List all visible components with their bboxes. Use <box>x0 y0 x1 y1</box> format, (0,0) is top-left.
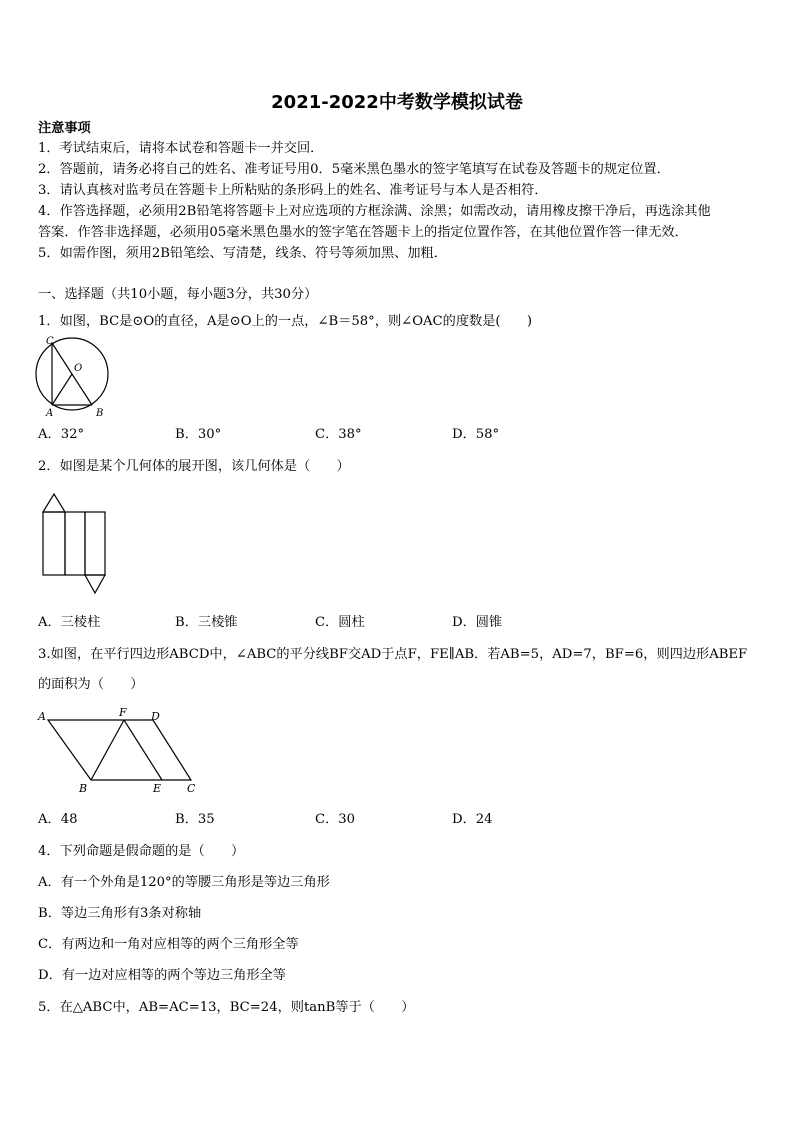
q3-parallelogram-figure <box>36 704 204 796</box>
line-fe <box>124 720 162 780</box>
q2-stem: 2．如图是某个几何体的展开图，该几何体是（ ） <box>38 459 350 474</box>
label-a: A <box>38 710 46 723</box>
q3-stem-line2: 的面积为（ ） <box>38 677 144 692</box>
label-c: C <box>46 336 54 347</box>
q2-net-figure <box>38 490 110 596</box>
label-o: O <box>74 363 83 374</box>
page-title: 2021-2022中考数学模拟试卷 <box>271 92 523 113</box>
q3-stem-line1: 3.如图，在平行四边形ABCD中，∠ABC的平分线BF交AD于点F，FE∥AB．若AB=5，AD=7，BF=6，则四边形ABEF <box>38 647 748 662</box>
line-bf <box>91 720 124 780</box>
label-e: E <box>153 782 162 795</box>
line-ao <box>52 374 72 405</box>
q1-circle-figure <box>34 334 120 420</box>
label-d: D <box>151 710 160 723</box>
net-bottom-triangle <box>85 575 105 593</box>
net-face-3 <box>85 512 105 575</box>
notice-item: 4．作答选择题，必须用2B铅笔将答题卡上对应选项的方框涂满、涂黑；如需改动，请用橡皮擦干净后，再选涂其他 <box>38 204 711 219</box>
q5-stem: 5．在△ABC中，AB=AC=13，BC=24，则tanB等于（ ） <box>38 1000 415 1015</box>
q2-option-b: B．三棱锥 <box>175 615 238 630</box>
q4-option-c: C．有两边和一角对应相等的两个三角形全等 <box>38 937 299 952</box>
q2-option-a: A．三棱柱 <box>38 615 101 630</box>
net-top-triangle <box>43 494 65 512</box>
label-a: A <box>46 408 54 419</box>
q1-option-c: C．38° <box>315 427 362 442</box>
label-f: F <box>119 706 127 719</box>
label-c: C <box>187 782 196 795</box>
section-heading: 一、选择题（共10小题，每小题3分，共30分） <box>38 287 318 302</box>
q3-option-a: A．48 <box>38 812 78 827</box>
q2-option-c: C．圆柱 <box>315 615 365 630</box>
q4-option-d: D．有一边对应相等的两个等边三角形全等 <box>38 968 286 983</box>
notice-heading: 注意事项 <box>38 121 91 136</box>
q3-option-b: B．35 <box>175 812 215 827</box>
net-face-1 <box>43 512 65 575</box>
label-b: B <box>96 408 104 419</box>
q3-option-d: D．24 <box>452 812 493 827</box>
q1-stem: 1．如图，BC是⊙O的直径，A是⊙O上的一点，∠B＝58°，则∠OAC的度数是( ) <box>38 314 533 329</box>
notice-item: 5．如需作图，须用2B铅笔绘、写清楚，线条、符号等须加黑、加粗． <box>38 246 447 261</box>
notice-item: 3．请认真核对监考员在答题卡上所粘贴的条形码上的姓名、准考证号与本人是否相符． <box>38 183 548 198</box>
q4-option-a: A．有一个外角是120°的等腰三角形是等边三角形 <box>38 875 330 890</box>
notice-item: 答案．作答非选择题，必须用05毫米黑色墨水的签字笔在答题卡上的指定位置作答，在其他位置作答一律无效． <box>38 225 688 240</box>
q2-option-d: D．圆锥 <box>452 615 503 630</box>
label-b: B <box>79 782 88 795</box>
q1-option-d: D．58° <box>452 427 500 442</box>
q3-option-c: C．30 <box>315 812 356 827</box>
q1-option-b: B．30° <box>175 427 222 442</box>
q4-option-b: B．等边三角形有3条对称轴 <box>38 906 202 921</box>
notice-item: 1．考试结束后，请将本试卷和答题卡一并交回． <box>38 141 324 156</box>
q1-option-a: A．32° <box>38 427 85 442</box>
notice-item: 2．答题前，请务必将自己的姓名、准考证号用0．5毫米黑色墨水的签字笔填写在试卷及答题卡的规定位置． <box>38 162 670 177</box>
net-face-2 <box>65 512 85 575</box>
q4-stem: 4．下列命题是假命题的是（ ） <box>38 844 245 859</box>
